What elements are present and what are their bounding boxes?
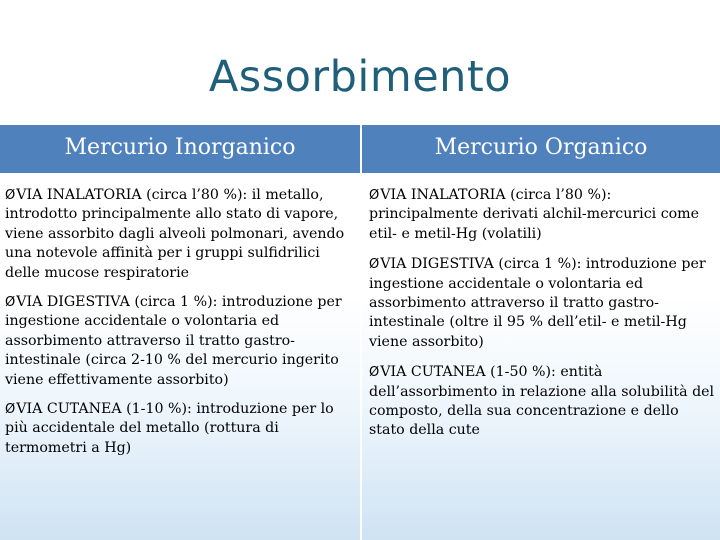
route-label: VIA INALATORIA — [380, 187, 506, 203]
route-description: (1-50 %): entità dell’assorbimento in relazione alla solubilità del composto, della sua concentrazione e dello stato della cute — [369, 364, 715, 439]
route-label: VIA DIGESTIVA — [380, 256, 494, 273]
organic-digestive-item — [369, 255, 717, 352]
slide-title: Assorbimento — [208, 52, 512, 102]
organic-cutaneous-item — [369, 363, 717, 441]
inorganic-inhalation-item — [5, 186, 357, 283]
inorganic-digestive-item — [5, 293, 357, 390]
route-description: (circa 1 %): introduzione per ingestione accidentale o volontaria ed assorbimento attraverso il tratto gastro-intestinale (oltre il 95 % dell’etil- e metil-Hg viene assorbito) — [369, 256, 706, 350]
route-description: (circa 1 %): introduzione per ingestione accidentale o volontaria ed assorbimento attraverso il tratto gastro-intestinale (circa 2-10 % del mercurio ingerito viene effettivamente assorbito) — [5, 294, 342, 388]
inorganic-column — [5, 186, 357, 468]
route-label: VIA CUTANEA — [16, 401, 122, 418]
arrow-bullet-icon: Ø — [5, 188, 16, 203]
inorganic-cutaneous-item — [5, 400, 357, 458]
arrow-bullet-icon: Ø — [369, 257, 380, 273]
arrow-bullet-icon: Ø — [5, 402, 16, 418]
arrow-bullet-icon: Ø — [5, 295, 16, 311]
column-divider — [360, 124, 362, 540]
header-organic-mercury: Mercurio Organico — [434, 135, 648, 160]
arrow-bullet-icon: Ø — [369, 365, 380, 381]
route-description: (circa l’80 %): principalmente derivati alchil-mercurici come etil- e metil-Hg (volatili) — [369, 187, 700, 242]
organic-inhalation-item — [369, 186, 717, 244]
header-inorganic-mercury: Mercurio Inorganico — [64, 135, 296, 160]
arrow-bullet-icon: Ø — [369, 188, 380, 203]
route-label: VIA DIGESTIVA — [16, 294, 130, 311]
organic-column — [369, 186, 717, 452]
route-label: VIA CUTANEA — [380, 364, 486, 381]
route-label: VIA INALATORIA — [16, 187, 142, 203]
route-description: (1-10 %): introduzione per lo più accidentale del metallo (rottura di termometri a Hg) — [5, 401, 334, 456]
route-description: (circa l’80 %): il metallo, introdotto principalmente allo stato di vapore, viene assorbito dagli alveoli polmonari, avendo una notevole affinità per i gruppi sulfidrilici delle mucose respiratorie — [5, 187, 345, 281]
